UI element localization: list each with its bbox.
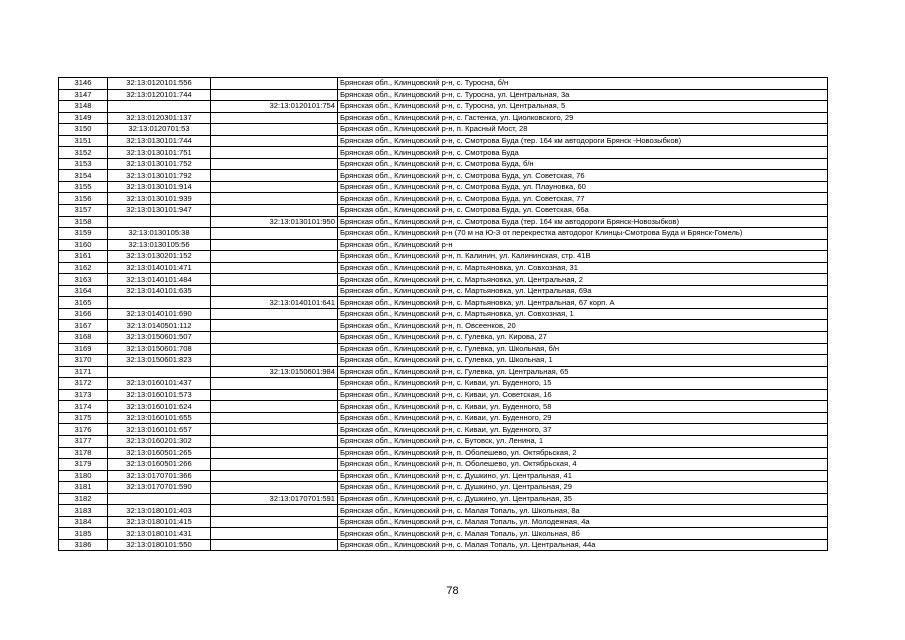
table-row: [59, 124, 828, 136]
address-cell: Брянская обл., Клинцовский р-н, с. Бутовск, ул. Ленина, 1: [338, 435, 828, 447]
cadastral-number-alt-cell: [211, 135, 338, 147]
table-row: [59, 135, 828, 147]
table-row: [59, 297, 828, 309]
address-cell: Брянская обл., Клинцовский р-н, с. Гастенка, ул. Циолковского, 29: [338, 112, 828, 124]
cadastral-number-cell: 32:13:0170701:366: [108, 470, 211, 482]
table-row: [59, 320, 828, 332]
cadastral-number-cell: 32:13:0130201:152: [108, 251, 211, 263]
table-row: [59, 355, 828, 367]
cadastral-number-cell: 32:13:0130101:914: [108, 181, 211, 193]
cadastral-number-cell: 32:13:0150601:708: [108, 343, 211, 355]
address-cell: Брянская обл., Клинцовский р-н, с. Гулевка, ул. Школьная, б/н: [338, 343, 828, 355]
cadastral-number-cell: 32:13:0160101:624: [108, 401, 211, 413]
address-cell: Брянская обл., Клинцовский р-н, с. Мартьяновка, ул. Центральная, 69а: [338, 285, 828, 297]
address-cell: Брянская обл., Клинцовский р-н, с. Гулевка, ул. Школьная, 1: [338, 355, 828, 367]
row-number-cell: 3152: [59, 147, 108, 159]
cadastral-number-alt-cell: [211, 205, 338, 217]
cadastral-number-cell: 32:13:0120101:744: [108, 89, 211, 101]
row-number-cell: 3157: [59, 205, 108, 217]
cadastral-number-alt-cell: [211, 412, 338, 424]
row-number-cell: 3185: [59, 528, 108, 540]
address-cell: Брянская обл., Клинцовский р-н, с. Киваи, ул. Буденного, 29: [338, 412, 828, 424]
cadastral-number-cell: 32:13:0140101:471: [108, 262, 211, 274]
cadastral-number-alt-cell: [211, 516, 338, 528]
table-row: [59, 251, 828, 263]
cadastral-number-cell: 32:13:0150601:823: [108, 355, 211, 367]
address-cell: Брянская обл., Клинцовский р-н, с. Смотрова Буда (тер. 164 км автодороги Брянск -Новозыбков): [338, 135, 828, 147]
row-number-cell: 3172: [59, 378, 108, 390]
cadastral-number-cell: 32:13:0120301:137: [108, 112, 211, 124]
cadastral-number-cell: 32:13:0160101:655: [108, 412, 211, 424]
row-number-cell: 3147: [59, 89, 108, 101]
row-number-cell: 3176: [59, 424, 108, 436]
table-row: [59, 101, 828, 113]
address-cell: Брянская обл., Клинцовский р-н, с. Малая Топаль, ул. Школьная, 8а: [338, 505, 828, 517]
cadastral-number-alt-cell: 32:13:0130101:950: [211, 216, 338, 228]
row-number-cell: 3178: [59, 447, 108, 459]
address-cell: Брянская обл., Клинцовский р-н, с. Киваи, ул. Буденного, 37: [338, 424, 828, 436]
cadastral-number-alt-cell: [211, 181, 338, 193]
row-number-cell: 3170: [59, 355, 108, 367]
table-row: [59, 78, 828, 90]
row-number-cell: 3160: [59, 239, 108, 251]
cadastral-number-cell: [108, 101, 211, 113]
cadastral-number-cell: 32:13:0140101:484: [108, 274, 211, 286]
cadastral-number-alt-cell: [211, 389, 338, 401]
cadastral-number-alt-cell: [211, 193, 338, 205]
address-cell: Брянская обл., Клинцовский р-н, п. Калинин, ул. Калининская, стр. 41В: [338, 251, 828, 263]
table-row: [59, 528, 828, 540]
table-row: [59, 308, 828, 320]
cadastral-number-alt-cell: [211, 147, 338, 159]
table-row: [59, 424, 828, 436]
cadastral-number-alt-cell: [211, 539, 338, 551]
table-row: [59, 216, 828, 228]
cadastral-number-alt-cell: [211, 78, 338, 90]
cadastral-number-cell: 32:13:0140101:690: [108, 308, 211, 320]
table-row: [59, 412, 828, 424]
table-row: [59, 505, 828, 517]
table-row: [59, 147, 828, 159]
row-number-cell: 3159: [59, 228, 108, 240]
table-row: [59, 435, 828, 447]
address-cell: Брянская обл., Клинцовский р-н, с. Смотрова Буда, ул. Плауновка, 60: [338, 181, 828, 193]
row-number-cell: 3156: [59, 193, 108, 205]
cadastral-table: [58, 77, 828, 551]
cadastral-number-cell: 32:13:0160101:573: [108, 389, 211, 401]
cadastral-number-alt-cell: [211, 89, 338, 101]
table-body: [59, 78, 828, 551]
row-number-cell: 3161: [59, 251, 108, 263]
row-number-cell: 3166: [59, 308, 108, 320]
address-cell: Брянская обл., Клинцовский р-н, с. Мартьяновка, ул. Центральная, 67 корп. А: [338, 297, 828, 309]
table-row: [59, 89, 828, 101]
row-number-cell: 3180: [59, 470, 108, 482]
row-number-cell: 3173: [59, 389, 108, 401]
row-number-cell: 3182: [59, 493, 108, 505]
table-row: [59, 366, 828, 378]
table-row: [59, 459, 828, 471]
cadastral-number-cell: 32:13:0140501:112: [108, 320, 211, 332]
address-cell: Брянская обл., Клинцовский р-н, с. Гулевка, ул. Кирова, 27: [338, 332, 828, 344]
address-cell: Брянская обл., Клинцовский р-н, с. Смотрова Буда, ул. Советская, 76: [338, 170, 828, 182]
row-number-cell: 3169: [59, 343, 108, 355]
cadastral-number-cell: 32:13:0180101:550: [108, 539, 211, 551]
page-number: 78: [446, 585, 459, 597]
table-row: [59, 493, 828, 505]
address-cell: Брянская обл., Клинцовский р-н, с. Мартьяновка, ул. Совхозная, 1: [338, 308, 828, 320]
cadastral-number-alt-cell: [211, 124, 338, 136]
cadastral-number-alt-cell: 32:13:0170701:591: [211, 493, 338, 505]
row-number-cell: 3163: [59, 274, 108, 286]
row-number-cell: 3186: [59, 539, 108, 551]
table-row: [59, 193, 828, 205]
row-number-cell: 3184: [59, 516, 108, 528]
cadastral-number-alt-cell: [211, 158, 338, 170]
table-row: [59, 112, 828, 124]
cadastral-number-cell: 32:13:0130101:744: [108, 135, 211, 147]
row-number-cell: 3177: [59, 435, 108, 447]
cadastral-number-alt-cell: [211, 239, 338, 251]
cadastral-number-cell: 32:13:0180101:431: [108, 528, 211, 540]
cadastral-number-alt-cell: [211, 262, 338, 274]
table-row: [59, 239, 828, 251]
cadastral-number-alt-cell: [211, 470, 338, 482]
cadastral-number-alt-cell: [211, 320, 338, 332]
address-cell: Брянская обл., Клинцовский р-н, п. Оболешево, ул. Октябрьская, 2: [338, 447, 828, 459]
cadastral-number-alt-cell: [211, 343, 338, 355]
table-row: [59, 378, 828, 390]
cadastral-number-alt-cell: 32:13:0120101:754: [211, 101, 338, 113]
cadastral-number-cell: 32:13:0120701:53: [108, 124, 211, 136]
row-number-cell: 3149: [59, 112, 108, 124]
row-number-cell: 3150: [59, 124, 108, 136]
row-number-cell: 3158: [59, 216, 108, 228]
cadastral-number-cell: 32:13:0170701:590: [108, 482, 211, 494]
row-number-cell: 3168: [59, 332, 108, 344]
cadastral-number-cell: [108, 297, 211, 309]
address-cell: Брянская обл., Клинцовский р-н, п. Овсеенков, 20: [338, 320, 828, 332]
row-number-cell: 3154: [59, 170, 108, 182]
cadastral-number-alt-cell: [211, 285, 338, 297]
cadastral-number-alt-cell: [211, 528, 338, 540]
address-cell: Брянская обл., Клинцовский р-н, с. Мартьяновка, ул. Центральная, 2: [338, 274, 828, 286]
cadastral-number-cell: 32:13:0160101:657: [108, 424, 211, 436]
address-cell: Брянская обл., Клинцовский р-н, с. Киваи, ул. Советская, 16: [338, 389, 828, 401]
cadastral-number-cell: [108, 216, 211, 228]
cadastral-number-cell: 32:13:0130105:38: [108, 228, 211, 240]
table-row: [59, 539, 828, 551]
cadastral-number-cell: 32:13:0150601:507: [108, 332, 211, 344]
address-cell: Брянская обл., Клинцовский р-н, с. Душкино, ул. Центральная, 29: [338, 482, 828, 494]
cadastral-number-alt-cell: [211, 308, 338, 320]
cadastral-number-alt-cell: [211, 482, 338, 494]
table-row: [59, 274, 828, 286]
address-cell: Брянская обл., Клинцовский р-н (70 м на Ю-З от перекрестка автодорог Клинцы-Смотрова Буда и Брянск-Гомель): [338, 228, 828, 240]
cadastral-number-alt-cell: [211, 170, 338, 182]
cadastral-number-alt-cell: [211, 447, 338, 459]
table-row: [59, 482, 828, 494]
cadastral-number-alt-cell: [211, 505, 338, 517]
cadastral-number-alt-cell: [211, 251, 338, 263]
table-row: [59, 470, 828, 482]
cadastral-number-alt-cell: [211, 459, 338, 471]
address-cell: Брянская обл., Клинцовский р-н: [338, 239, 828, 251]
cadastral-number-cell: 32:13:0160501:266: [108, 459, 211, 471]
address-cell: Брянская обл., Клинцовский р-н, п. Красный Мост, 28: [338, 124, 828, 136]
cadastral-number-cell: 32:13:0130101:751: [108, 147, 211, 159]
row-number-cell: 3181: [59, 482, 108, 494]
cadastral-number-cell: 32:13:0160501:265: [108, 447, 211, 459]
address-cell: Брянская обл., Клинцовский р-н, с. Малая Топаль, ул. Центральная, 44а: [338, 539, 828, 551]
cadastral-number-alt-cell: [211, 332, 338, 344]
table-row: [59, 401, 828, 413]
address-cell: Брянская обл., Клинцовский р-н, с. Гулевка, ул. Центральная, 65: [338, 366, 828, 378]
address-cell: Брянская обл., Клинцовский р-н, с. Душкино, ул. Центральная, 41: [338, 470, 828, 482]
cadastral-number-alt-cell: [211, 355, 338, 367]
table-row: [59, 158, 828, 170]
address-cell: Брянская обл., Клинцовский р-н, с. Душкино, ул. Центральная, 35: [338, 493, 828, 505]
address-cell: Брянская обл., Клинцовский р-н, с. Мартьяновка, ул. Совхозная, 31: [338, 262, 828, 274]
row-number-cell: 3155: [59, 181, 108, 193]
address-cell: Брянская обл., Клинцовский р-н, с. Туросна, ул. Центральная, 3а: [338, 89, 828, 101]
cadastral-number-cell: 32:13:0180101:415: [108, 516, 211, 528]
cadastral-number-cell: 32:13:0180101:403: [108, 505, 211, 517]
cadastral-number-alt-cell: 32:13:0140101:641: [211, 297, 338, 309]
row-number-cell: 3162: [59, 262, 108, 274]
address-cell: Брянская обл., Клинцовский р-н, п. Оболешево, ул. Октябрьская, 4: [338, 459, 828, 471]
row-number-cell: 3151: [59, 135, 108, 147]
address-cell: Брянская обл., Клинцовский р-н, с. Туросна, б/н: [338, 78, 828, 90]
cadastral-number-cell: 32:13:0160201:302: [108, 435, 211, 447]
row-number-cell: 3148: [59, 101, 108, 113]
row-number-cell: 3174: [59, 401, 108, 413]
cadastral-number-alt-cell: [211, 112, 338, 124]
cadastral-number-alt-cell: 32:13:0150601:984: [211, 366, 338, 378]
address-cell: Брянская обл., Клинцовский р-н, с. Смотрова Буда (тер. 164 км автодороги Брянск-Новозыбков): [338, 216, 828, 228]
cadastral-number-cell: [108, 366, 211, 378]
table-row: [59, 170, 828, 182]
address-cell: Брянская обл., Клинцовский р-н, с. Смотрова Буда, ул. Советская, 66а: [338, 205, 828, 217]
address-cell: Брянская обл., Клинцовский р-н, с. Малая Топаль, ул. Школьная, 8б: [338, 528, 828, 540]
cadastral-number-cell: 32:13:0160101:437: [108, 378, 211, 390]
row-number-cell: 3171: [59, 366, 108, 378]
table-row: [59, 181, 828, 193]
table-row: [59, 285, 828, 297]
row-number-cell: 3146: [59, 78, 108, 90]
cadastral-number-cell: 32:13:0130101:792: [108, 170, 211, 182]
address-cell: Брянская обл., Клинцовский р-н, с. Смотрова Буда, б/н: [338, 158, 828, 170]
row-number-cell: 3175: [59, 412, 108, 424]
cadastral-number-cell: [108, 493, 211, 505]
cadastral-number-cell: 32:13:0130105:56: [108, 239, 211, 251]
cadastral-number-cell: 32:13:0140101:635: [108, 285, 211, 297]
cadastral-number-cell: 32:13:0120101:556: [108, 78, 211, 90]
cadastral-number-alt-cell: [211, 274, 338, 286]
cadastral-number-cell: 32:13:0130101:947: [108, 205, 211, 217]
cadastral-number-alt-cell: [211, 228, 338, 240]
table-row: [59, 343, 828, 355]
table-row: [59, 205, 828, 217]
table-row: [59, 332, 828, 344]
cadastral-number-alt-cell: [211, 424, 338, 436]
row-number-cell: 3165: [59, 297, 108, 309]
address-cell: Брянская обл., Клинцовский р-н, с. Киваи, ул. Буденного, 15: [338, 378, 828, 390]
cadastral-number-cell: 32:13:0130101:939: [108, 193, 211, 205]
address-cell: Брянская обл., Клинцовский р-н, с. Смотрова Буда: [338, 147, 828, 159]
table-row: [59, 228, 828, 240]
table-row: [59, 262, 828, 274]
row-number-cell: 3183: [59, 505, 108, 517]
cadastral-number-alt-cell: [211, 378, 338, 390]
cadastral-number-cell: 32:13:0130101:752: [108, 158, 211, 170]
address-cell: Брянская обл., Клинцовский р-н, с. Смотрова Буда, ул. Советская, 77: [338, 193, 828, 205]
table-row: [59, 516, 828, 528]
row-number-cell: 3179: [59, 459, 108, 471]
cadastral-number-alt-cell: [211, 401, 338, 413]
row-number-cell: 3167: [59, 320, 108, 332]
row-number-cell: 3164: [59, 285, 108, 297]
address-cell: Брянская обл., Клинцовский р-н, с. Киваи, ул. Буденного, 58: [338, 401, 828, 413]
address-cell: Брянская обл., Клинцовский р-н, с. Малая Топаль, ул. Молодежная, 4а: [338, 516, 828, 528]
table-row: [59, 389, 828, 401]
row-number-cell: 3153: [59, 158, 108, 170]
cadastral-number-alt-cell: [211, 435, 338, 447]
address-cell: Брянская обл., Клинцовский р-н, с. Туросна, ул. Центральная, 5: [338, 101, 828, 113]
table-row: [59, 447, 828, 459]
